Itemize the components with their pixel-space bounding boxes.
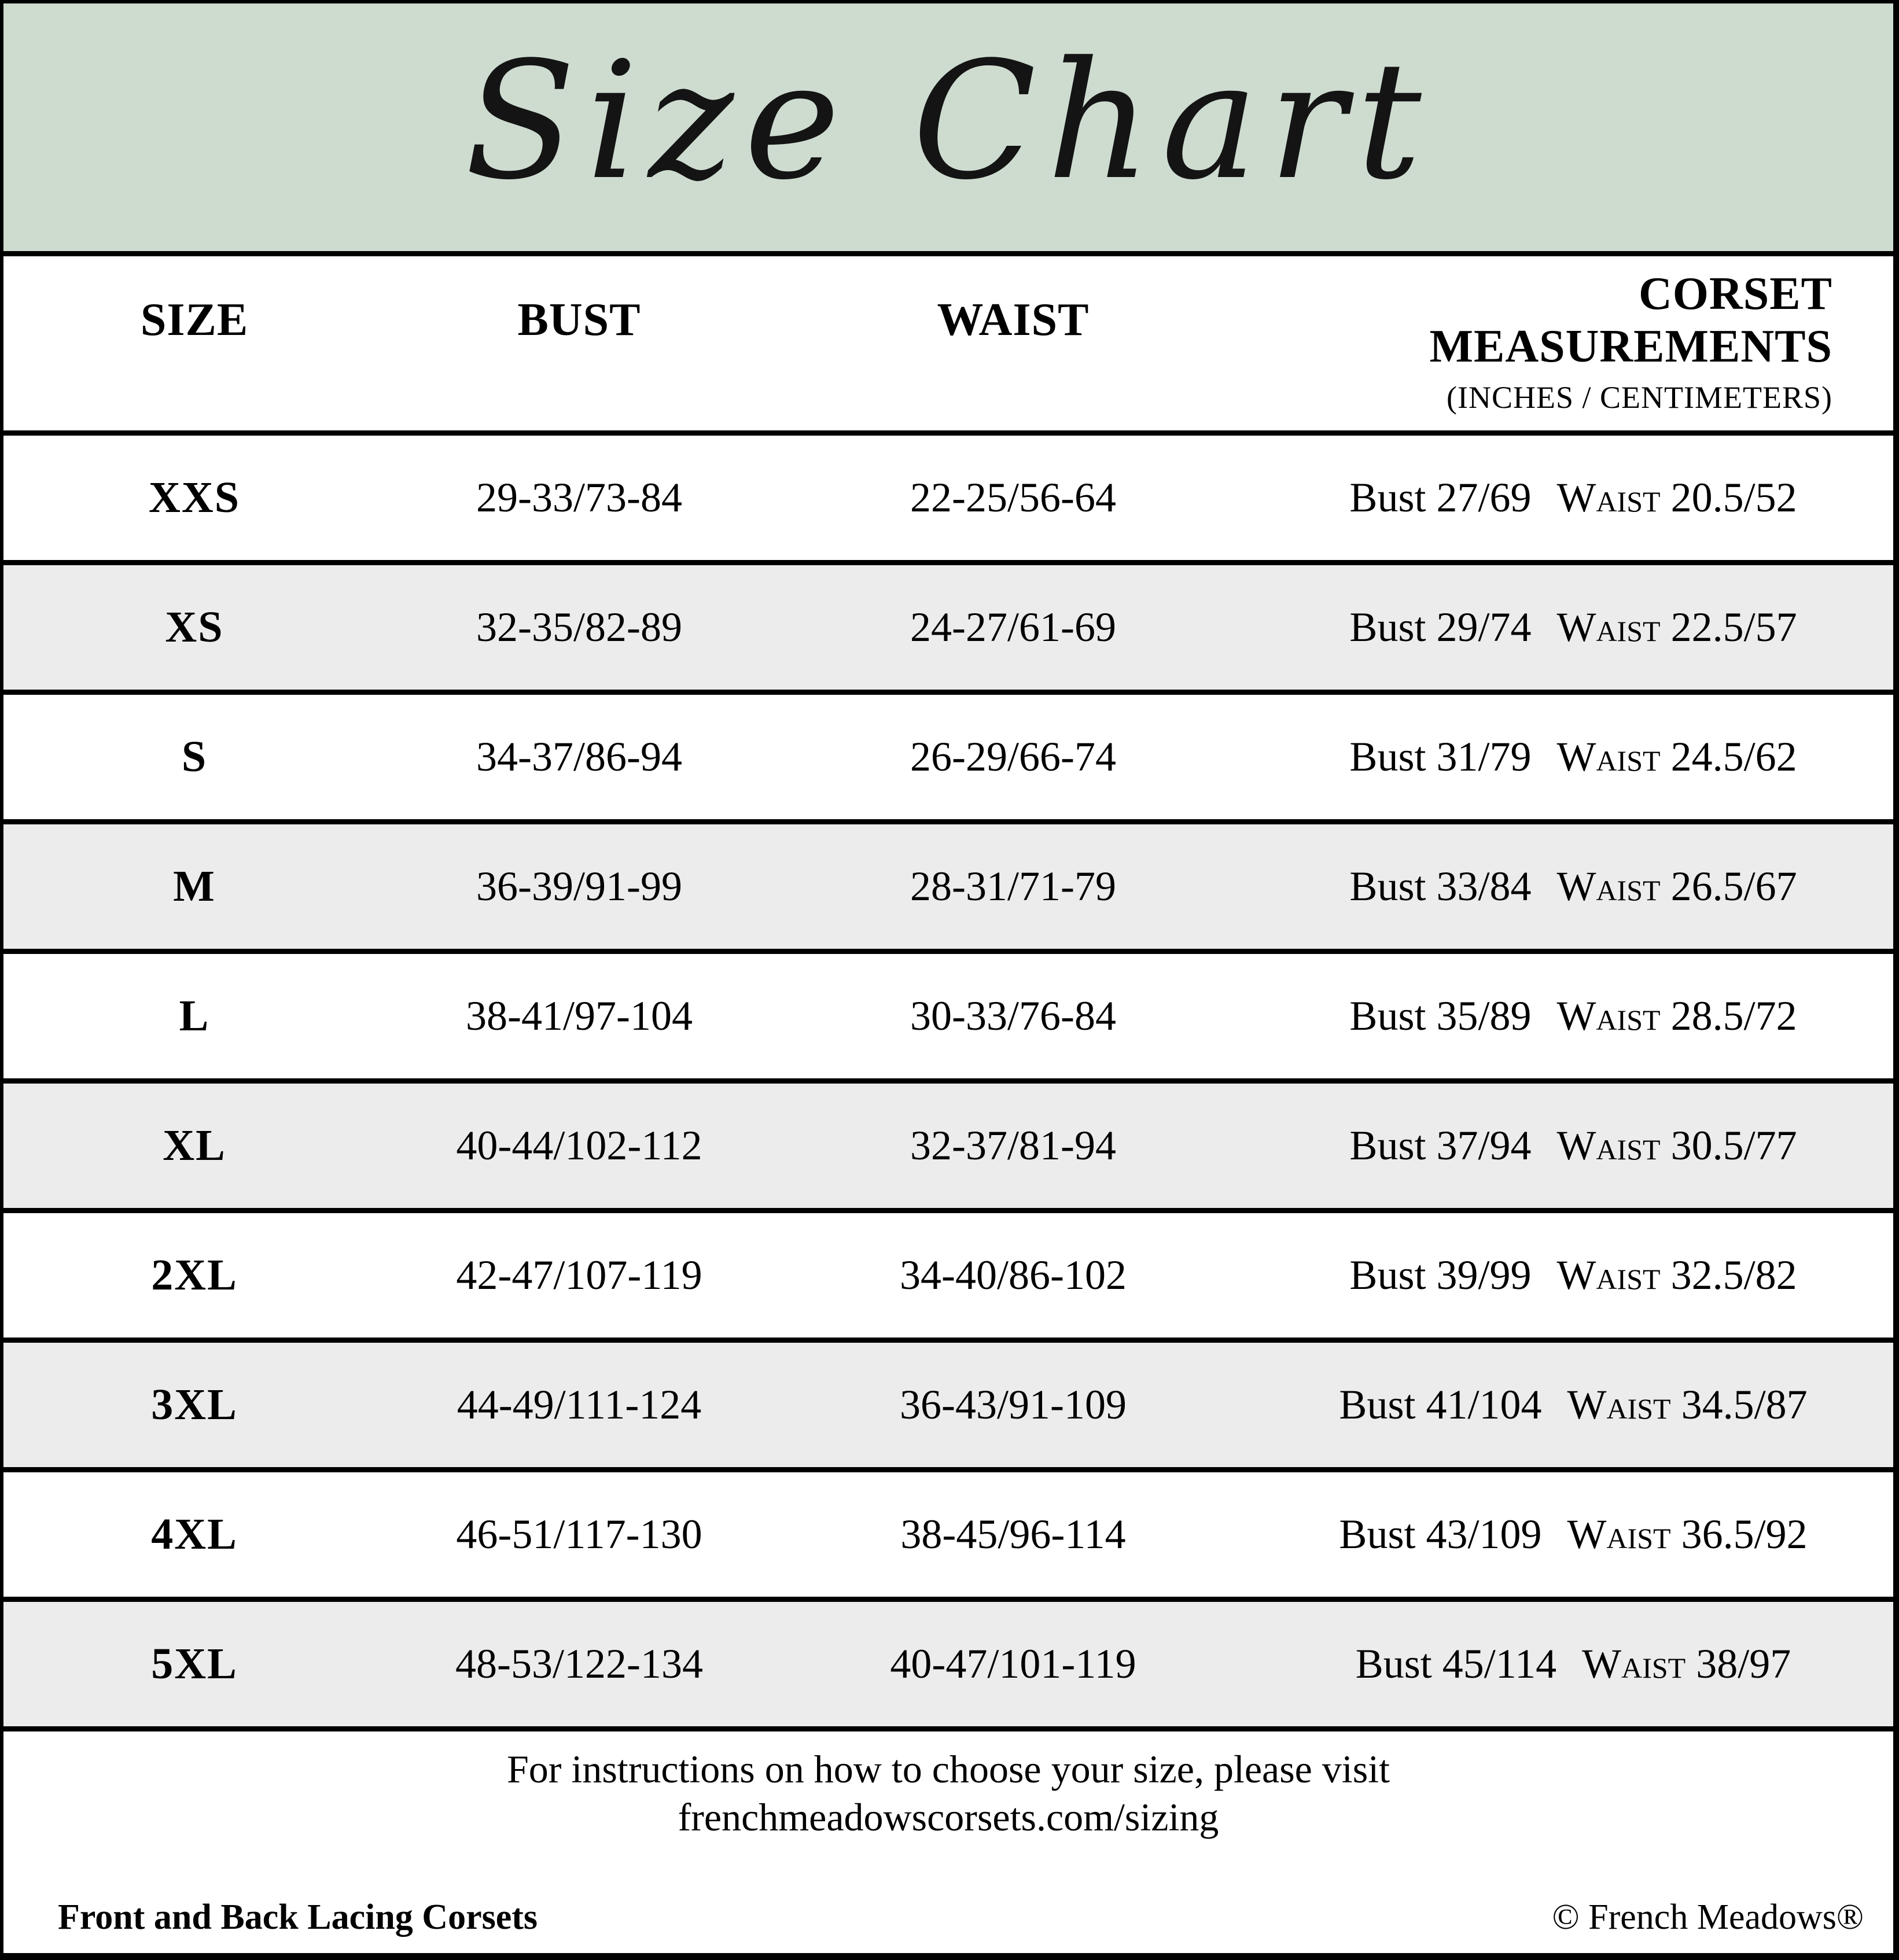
corset-waist-label: Waist	[1582, 1641, 1686, 1687]
column-header-size: SIZE	[140, 294, 249, 345]
page-title: Size Chart	[465, 27, 1432, 216]
bust-cell: 44-49/111-124	[457, 1381, 702, 1428]
table-header-row	[3, 256, 1893, 436]
corset-waist-value: 38/97	[1696, 1641, 1791, 1687]
bust-cell: 29-33/73-84	[476, 474, 682, 521]
table-row	[3, 695, 1893, 824]
waist-cell: 30-33/76-84	[910, 993, 1116, 1039]
corset-cell	[1253, 474, 1893, 522]
corset-cell	[1253, 1640, 1893, 1688]
corset-waist-value: 34.5/87	[1681, 1381, 1808, 1428]
table-row	[3, 1343, 1893, 1472]
corset-bust-value: 27/69	[1436, 474, 1532, 521]
footer	[3, 1731, 1893, 1953]
corset-bust-label: Bust	[1339, 1381, 1416, 1428]
corset-waist-value: 22.5/57	[1670, 604, 1797, 650]
size-cell: XS	[165, 603, 224, 651]
bust-cell: 32-35/82-89	[476, 604, 682, 650]
waist-cell: 28-31/71-79	[910, 863, 1116, 909]
corset-bust-label: Bust	[1349, 604, 1426, 650]
corset-bust-value: 45/114	[1442, 1641, 1557, 1687]
corset-waist-value: 30.5/77	[1670, 1122, 1797, 1169]
corset-waist-label: Waist	[1556, 734, 1661, 780]
corset-waist-label: Waist	[1556, 863, 1661, 909]
copyright: © French Meadows®	[1552, 1898, 1864, 1937]
table-row	[3, 1472, 1893, 1602]
waist-cell: 38-45/96-114	[900, 1511, 1126, 1557]
size-cell: M	[173, 862, 216, 911]
size-cell: XL	[163, 1121, 226, 1170]
corset-waist-value: 28.5/72	[1670, 993, 1797, 1039]
product-name: Front and Back Lacing Corsets	[58, 1898, 538, 1937]
corset-bust-value: 43/109	[1426, 1511, 1542, 1557]
size-cell: 5XL	[151, 1640, 238, 1688]
corset-cell	[1253, 1381, 1893, 1429]
size-cell: 3XL	[151, 1380, 238, 1429]
corset-bust-value: 39/99	[1436, 1252, 1532, 1298]
corset-cell	[1253, 1251, 1893, 1299]
corset-bust-label: Bust	[1355, 1641, 1432, 1687]
size-cell: L	[179, 992, 210, 1040]
sizing-url: frenchmeadowscorsets.com/sizing	[678, 1795, 1219, 1839]
corset-bust-value: 37/94	[1436, 1122, 1532, 1169]
corset-bust-value: 29/74	[1436, 604, 1532, 650]
corset-bust-label: Bust	[1349, 993, 1426, 1039]
table-row	[3, 1084, 1893, 1213]
corset-cell	[1253, 1122, 1893, 1170]
table-row	[3, 954, 1893, 1084]
corset-waist-value: 32.5/82	[1670, 1252, 1797, 1298]
corset-bust-value: 35/89	[1436, 993, 1532, 1039]
column-header-waist: WAIST	[937, 294, 1090, 345]
corset-waist-label: Waist	[1556, 474, 1661, 521]
bust-cell: 38-41/97-104	[466, 993, 693, 1039]
waist-cell: 40-47/101-119	[890, 1641, 1136, 1687]
corset-waist-label: Waist	[1567, 1381, 1671, 1428]
corset-bust-value: 41/104	[1426, 1381, 1542, 1428]
corset-bust-label: Bust	[1349, 1122, 1426, 1169]
corset-bust-value: 31/79	[1436, 734, 1532, 780]
corset-waist-label: Waist	[1556, 1252, 1661, 1298]
table-row	[3, 1213, 1893, 1343]
table-row	[3, 824, 1893, 954]
sizing-instructions: For instructions on how to choose your size, please visit	[506, 1747, 1390, 1791]
corset-waist-value: 36.5/92	[1681, 1511, 1808, 1557]
units-note: (INCHES / CENTIMETERS)	[1447, 380, 1832, 415]
bust-cell: 42-47/107-119	[456, 1252, 702, 1298]
corset-waist-label: Waist	[1556, 1122, 1661, 1169]
corset-waist-label: Waist	[1556, 604, 1661, 650]
column-header-corset: CORSET MEASUREMENTS	[1429, 268, 1832, 372]
corset-bust-label: Bust	[1339, 1511, 1416, 1557]
size-cell: S	[181, 732, 208, 781]
corset-bust-label: Bust	[1349, 474, 1426, 521]
size-cell: 4XL	[151, 1510, 238, 1559]
bust-cell: 34-37/86-94	[476, 734, 682, 780]
size-cell: XXS	[148, 473, 241, 522]
waist-cell: 22-25/56-64	[910, 474, 1116, 521]
corset-cell	[1253, 603, 1893, 651]
waist-cell: 32-37/81-94	[910, 1122, 1116, 1169]
size-cell: 2XL	[151, 1251, 238, 1299]
corset-bust-label: Bust	[1349, 1252, 1426, 1298]
corset-bust-label: Bust	[1349, 863, 1426, 909]
waist-cell: 24-27/61-69	[910, 604, 1116, 650]
corset-cell	[1253, 1510, 1893, 1559]
corset-waist-value: 20.5/52	[1670, 474, 1797, 521]
column-header-bust: BUST	[517, 294, 641, 345]
corset-waist-value: 26.5/67	[1670, 863, 1797, 909]
waist-cell: 26-29/66-74	[910, 734, 1116, 780]
title-banner	[3, 3, 1893, 256]
corset-waist-label: Waist	[1556, 993, 1661, 1039]
corset-cell	[1253, 992, 1893, 1040]
corset-cell	[1253, 863, 1893, 911]
bust-cell: 36-39/91-99	[476, 863, 682, 909]
bust-cell: 48-53/122-134	[455, 1641, 703, 1687]
table-row	[3, 1602, 1893, 1731]
corset-cell	[1253, 733, 1893, 781]
bust-cell: 46-51/117-130	[456, 1511, 702, 1557]
waist-cell: 34-40/86-102	[900, 1252, 1127, 1298]
bust-cell: 40-44/102-112	[456, 1122, 702, 1169]
table-row	[3, 565, 1893, 695]
corset-waist-value: 24.5/62	[1670, 734, 1797, 780]
table-row	[3, 436, 1893, 565]
corset-bust-label: Bust	[1349, 734, 1426, 780]
corset-waist-label: Waist	[1567, 1511, 1671, 1557]
corset-bust-value: 33/84	[1436, 863, 1532, 909]
credits-bar	[58, 1897, 1864, 1938]
waist-cell: 36-43/91-109	[900, 1381, 1127, 1428]
